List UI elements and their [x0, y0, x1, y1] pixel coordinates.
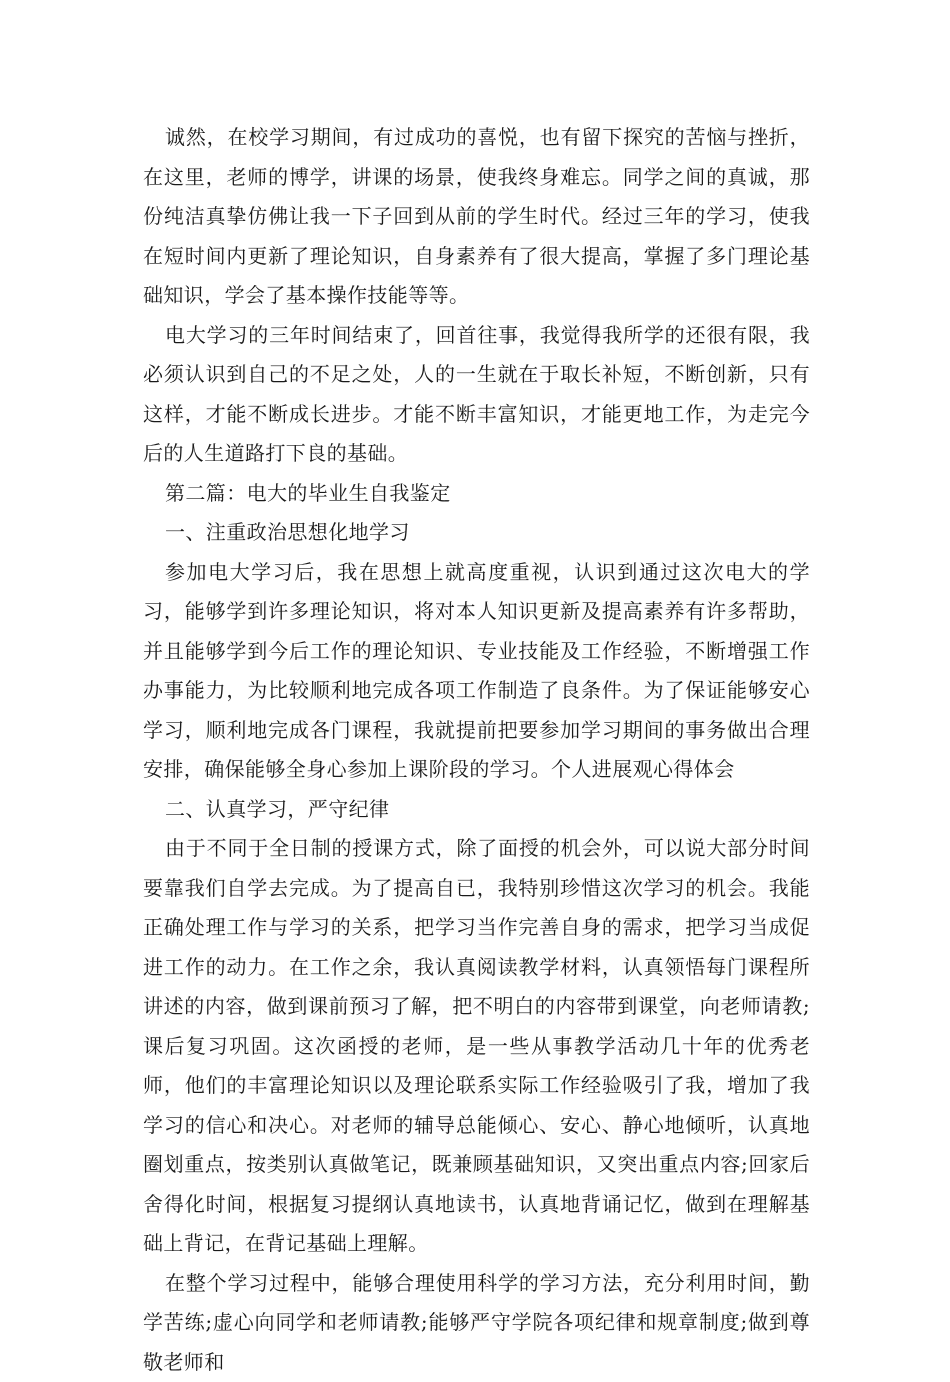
paragraph-politics: 参加电大学习后，我在思想上就高度重视，认识到通过这次电大的学习，能够学到许多理论知识，将对本人知识更新及提高素养有许多帮助，并且能够学到今后工作的理论知识、专业技能及工作经验，不断增强工作办事能力，为比较顺利地完成各项工作制造了良条件。为了保证能够安心学习，顺利地完成各门课程，我就提前把要参加学习期间的事务做出合理安排，确保能够全身心参加上课阶段的学习。个人进展观心得体会: [143, 553, 810, 790]
document-body: [143, 118, 810, 1382]
paragraph-discipline: 由于不同于全日制的授课方式，除了面授的机会外，可以说大部分时间要靠我们自学去完成。为了提高自已，我特别珍惜这次学习的机会。我能正确处理工作与学习的关系，把学习当作完善自身的需求，把学习当成促进工作的动力。在工作之余，我认真阅读教学材料，认真领悟每门课程所讲述的内容，做到课前预习了解，把不明白的内容带到课堂，向老师请教;课后复习巩固。这次函授的老师，是一些从事教学活动几十年的优秀老师，他们的丰富理论知识以及理论联系实际工作经验吸引了我，增加了我学习的信心和决心。对老师的辅导总能倾心、安心、静心地倾听，认真地圈划重点，按类别认真做笔记，既兼顾基础知识，又突出重点内容;回家后舍得化时间，根据复习提纲认真地读书，认真地背诵记忆，做到在理解基础上背记，在背记基础上理解。: [143, 829, 810, 1264]
section-title: 第二篇：电大的毕业生自我鉴定: [143, 474, 810, 514]
paragraph-reflection: 诚然，在校学习期间，有过成功的喜悦，也有留下探究的苦恼与挫折，在这里，老师的博学，讲课的场景，使我终身难忘。同学之间的真诚，那份纯洁真挚仿佛让我一下子回到从前的学生时代。经过三年的学习，使我在短时间内更新了理论知识，自身素养有了很大提高，掌握了多门理论基础知识，学会了基本操作技能等等。: [143, 118, 810, 316]
subheading-discipline: 二、认真学习，严守纪律: [143, 790, 810, 830]
paragraph-conclusion: 电大学习的三年时间结束了，回首往事，我觉得我所学的还很有限，我必须认识到自己的不足之处，人的一生就在于取长补短，不断创新，只有这样，才能不断成长进步。才能不断丰富知识，才能更地工作，为走完今后的人生道路打下良的基础。: [143, 316, 810, 474]
paragraph-methods: 在整个学习过程中，能够合理使用科学的学习方法，充分利用时间，勤学苦练;虚心向同学和老师请教;能够严守学院各项纪律和规章制度;做到尊敬老师和: [143, 1264, 810, 1382]
subheading-politics: 一、注重政治思想化地学习: [143, 513, 810, 553]
